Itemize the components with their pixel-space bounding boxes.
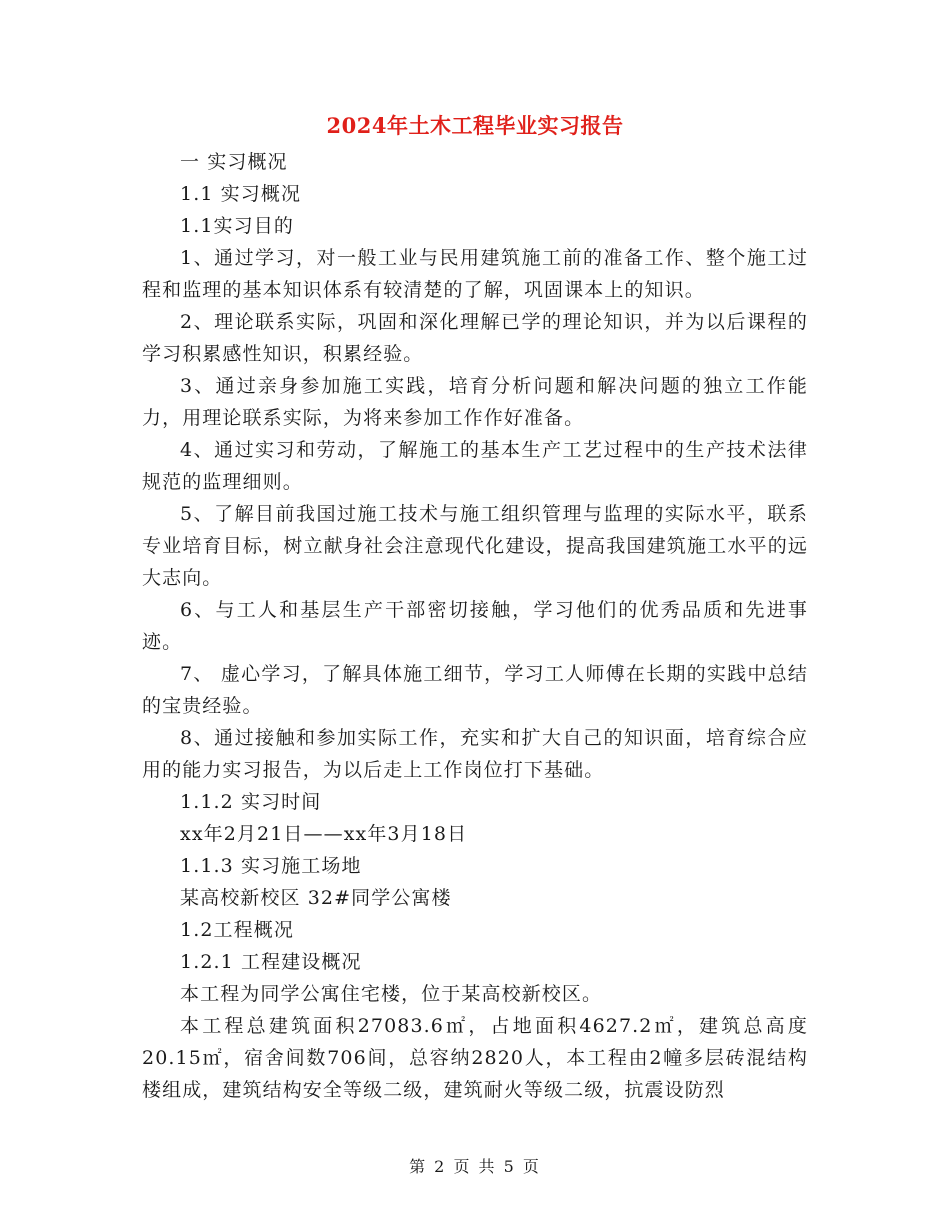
paragraph: 3、通过亲身参加施工实践，培育分析问题和解决问题的独立工作能力，用理论联系实际，为将来参加工作作好准备。	[142, 375, 808, 429]
paragraph: 4、通过实习和劳动，了解施工的基本生产工艺过程中的生产技术法律规范的监理细则。	[142, 439, 808, 493]
paragraph: 1.1.2 实习时间	[180, 791, 322, 813]
paragraph: 6、与工人和基层生产干部密切接触，学习他们的优秀品质和先进事迹。	[142, 599, 808, 653]
paragraph: 8、通过接触和参加实际工作，充实和扩大自己的知识面，培育综合应用的能力实习报告，为以后走上工作岗位打下基础。	[142, 727, 808, 781]
page-number-footer: 第 2 页 共 5 页	[409, 1157, 541, 1176]
paragraph: 1.2工程概况	[180, 919, 294, 941]
paragraph: 1.1.3 实习施工场地	[180, 855, 362, 877]
paragraph: 本工程总建筑面积27083.6㎡，占地面积4627.2㎡，建筑总高度20.15㎡，宿舍间数706间，总容纳2820人，本工程由2幢多层砖混结构楼组成，建筑结构安全等级二级，建筑耐火等级二级，抗震设防烈	[142, 1015, 808, 1101]
paragraph: 一 实习概况	[180, 151, 288, 173]
paragraph: 某高校新校区 32#同学公寓楼	[180, 887, 452, 909]
paragraph: 5、了解目前我国过施工技术与施工组织管理与监理的实际水平，联系专业培育目标，树立献身社会注意现代化建设，提高我国建筑施工水平的远大志向。	[142, 503, 808, 589]
paragraph: xx年2月21日——xx年3月18日	[180, 823, 468, 845]
paragraph: 1、通过学习，对一般工业与民用建筑施工前的准备工作、整个施工过程和监理的基本知识体系有较清楚的了解，巩固课本上的知识。	[142, 247, 808, 301]
paragraph: 2、理论联系实际，巩固和深化理解已学的理论知识，并为以后课程的学习积累感性知识，积累经验。	[142, 311, 808, 365]
paragraph: 7、 虚心学习，了解具体施工细节，学习工人师傅在长期的实践中总结的宝贵经验。	[142, 663, 808, 717]
paragraph: 1.1 实习概况	[180, 183, 302, 205]
document-body	[142, 146, 808, 1106]
document-title: 2024年土木工程毕业实习报告	[326, 113, 624, 138]
paragraph: 1.2.1 工程建设概况	[180, 951, 362, 973]
paragraph: 1.1实习目的	[180, 215, 294, 237]
paragraph: 本工程为同学公寓住宅楼，位于某高校新校区。	[180, 983, 603, 1005]
